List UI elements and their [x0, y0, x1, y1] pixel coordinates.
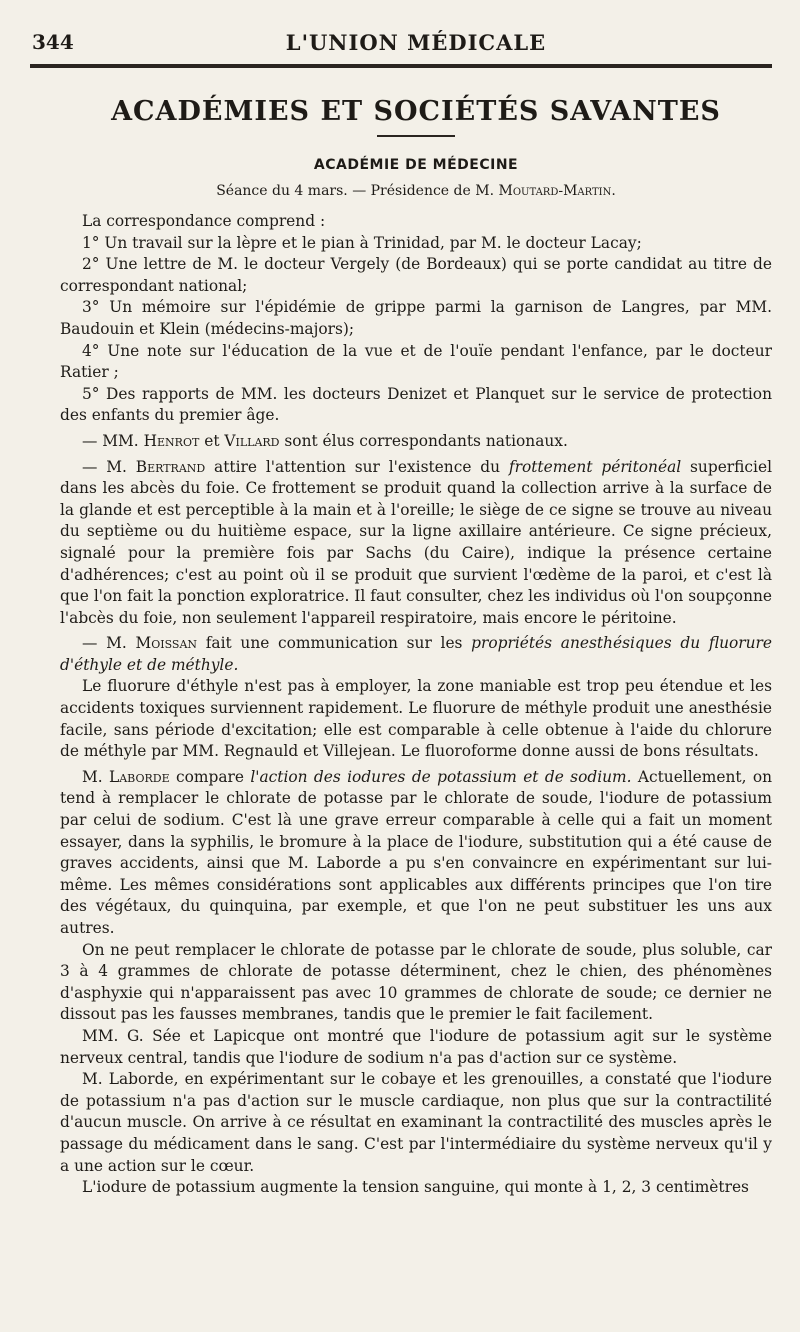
- correspondance-item-1: 1° Un travail sur la lèpre et le pian à Trinidad, par M. le docteur Lacay;: [82, 233, 642, 252]
- name-villard: Villard: [224, 431, 280, 450]
- correspondance-item-4: 4° Une note sur l'éducation de la vue et de l'ouïe pendant l'enfance, par le docteur Ratier ;: [60, 341, 772, 382]
- name-laborde: Laborde: [109, 767, 170, 786]
- term-frottement: frottement péritonéal: [508, 457, 682, 476]
- laborde-paragraph-2: On ne peut remplacer le chlorate de potasse par le chlorate de soude, plus soluble, car 3 à 4 grammes de chlorate de potasse déterminent, chez le chien, des phénomènes d'asphyxie qui n'apparaissent pas avec 10 grammes de chlorate de soude; ce dernier ne dissout pas les fausses membranes, tandis que le premier le fait facilement.: [60, 940, 772, 1024]
- page-number: 344: [32, 30, 74, 54]
- moissan-paragraph: — M. Moissan fait une communication sur les propriétés anesthésiques du fluorure d'éthyle et de méthyle.: [60, 634, 773, 674]
- president-name: Moutard-Martin: [498, 183, 612, 199]
- moissan-body: Le fluorure d'éthyle n'est pas à employer, la zone maniable est trop peu étendue et les accidents toxiques surviennent rapidement. Le fluorure de méthyle produit une anesthésie facile, sans période d'excitation; elle est comparable à celle obtenue à l'aide du chlorure de méthyle par MM. Regnauld et Villejean. Le fluoroforme donne aussi de bons résultats.: [60, 677, 772, 761]
- term-iodures: l'action des iodures de potassium et de sodium.: [250, 767, 632, 786]
- seance-line: Séance du 4 mars. — Présidence de M. Moutard-Martin.: [216, 183, 616, 199]
- name-henrot: Henrot: [143, 431, 200, 450]
- correspondance-item-3: 3° Un mémoire sur l'épidémie de grippe parmi la garnison de Langres, par MM. Baudouin et Klein (médecins-majors);: [60, 298, 772, 338]
- academy-heading: ACADÉMIE DE MÉDECINE: [313, 157, 519, 173]
- correspondance-item-2: 2° Une lettre de M. le docteur Vergely (de Bordeaux) qui se porte candidat au titre de correspondant national;: [60, 255, 772, 295]
- title-rule: [377, 135, 455, 137]
- laborde-paragraph-3: MM. G. Sée et Lapicque ont montré que l'iodure de potassium agit sur le système nerveux central, tandis que l'iodure de sodium n'a pas d'action sur ce système.: [60, 1026, 772, 1067]
- term-fluorure: propriétés anesthésiques du fluorure d'éthyle et de méthyle.: [60, 634, 773, 674]
- journal-title: L'UNION MÉDICALE: [285, 30, 547, 55]
- laborde-paragraph-4: M. Laborde, en expérimentant sur le cobaye et les grenouilles, a constaté que l'iodure de potassium n'a pas d'action sur le muscle cardiaque, non plus que sur la contractilité d'aucun muscle. On arrive à ce résultat en examinant la contractilité des muscles après le passage du médicament dans le sang. C'est par l'intermédiaire du système nerveux qu'il y a une action sur le cœur.: [60, 1070, 772, 1175]
- correspondance-intro: La correspondance comprend :: [82, 212, 326, 230]
- laborde-paragraph: M. Laborde compare l'action des iodures de potassium et de sodium. Actuellement, on tend à remplacer le chlorate de potasse par le chlorate de soude, l'iodure de potassium par celui de sodium. C'est là une grave erreur comparable à celle qui a fait un moment essayer, dans la syphilis, le bromure à la place de l'iodure, substitution qui a été cause de graves accidents, ainsi que M. Laborde a pu s'en convaincre en expérimentant sur lui-même. Les mêmes considérations sont applicables aux différents principes que l'on tire des végétaux, du quinquina, par exemple, et que l'on ne peut substituer les uns aux autres.: [60, 767, 772, 937]
- election-paragraph: — MM. Henrot et Villard sont élus correspondants nationaux.: [82, 431, 568, 450]
- bertrand-paragraph: — M. Bertrand attire l'attention sur l'existence du frottement péritonéal superficiel dans les abcès du foie. Ce frottement se produit quand la collection arrive à la surface de la glande et est perceptible à la main et à l'oreille; le siège de ce signe se trouve au niveau du septième ou du huitième espace, sur la ligne axillaire antérieure. Ce signe précieux, signalé pour la première fois par Sachs (du Caire), indique la présence certaine d'adhérences; c'est au point où il se produit que survient l'œdème de la paroi, et c'est là que l'on fait la ponction exploratrice. Il faut consulter, chez les individus où l'on soupçonne l'abcès du foie, non seulement l'appareil respiratoire, mais encore le péritoine.: [60, 457, 772, 627]
- running-head: [32, 26, 772, 66]
- name-bertrand: Bertrand: [135, 457, 206, 476]
- name-moissan: Moissan: [135, 634, 198, 653]
- section-title: ACADÉMIES ET SOCIÉTÉS SAVANTES: [111, 96, 721, 127]
- correspondance-item-5: 5° Des rapports de MM. les docteurs Denizet et Planquet sur le service de protection des enfants du premier âge.: [60, 384, 772, 425]
- laborde-paragraph-5: L'iodure de potassium augmente la tension sanguine, qui monte à 1, 2, 3 centimètres: [82, 1178, 749, 1197]
